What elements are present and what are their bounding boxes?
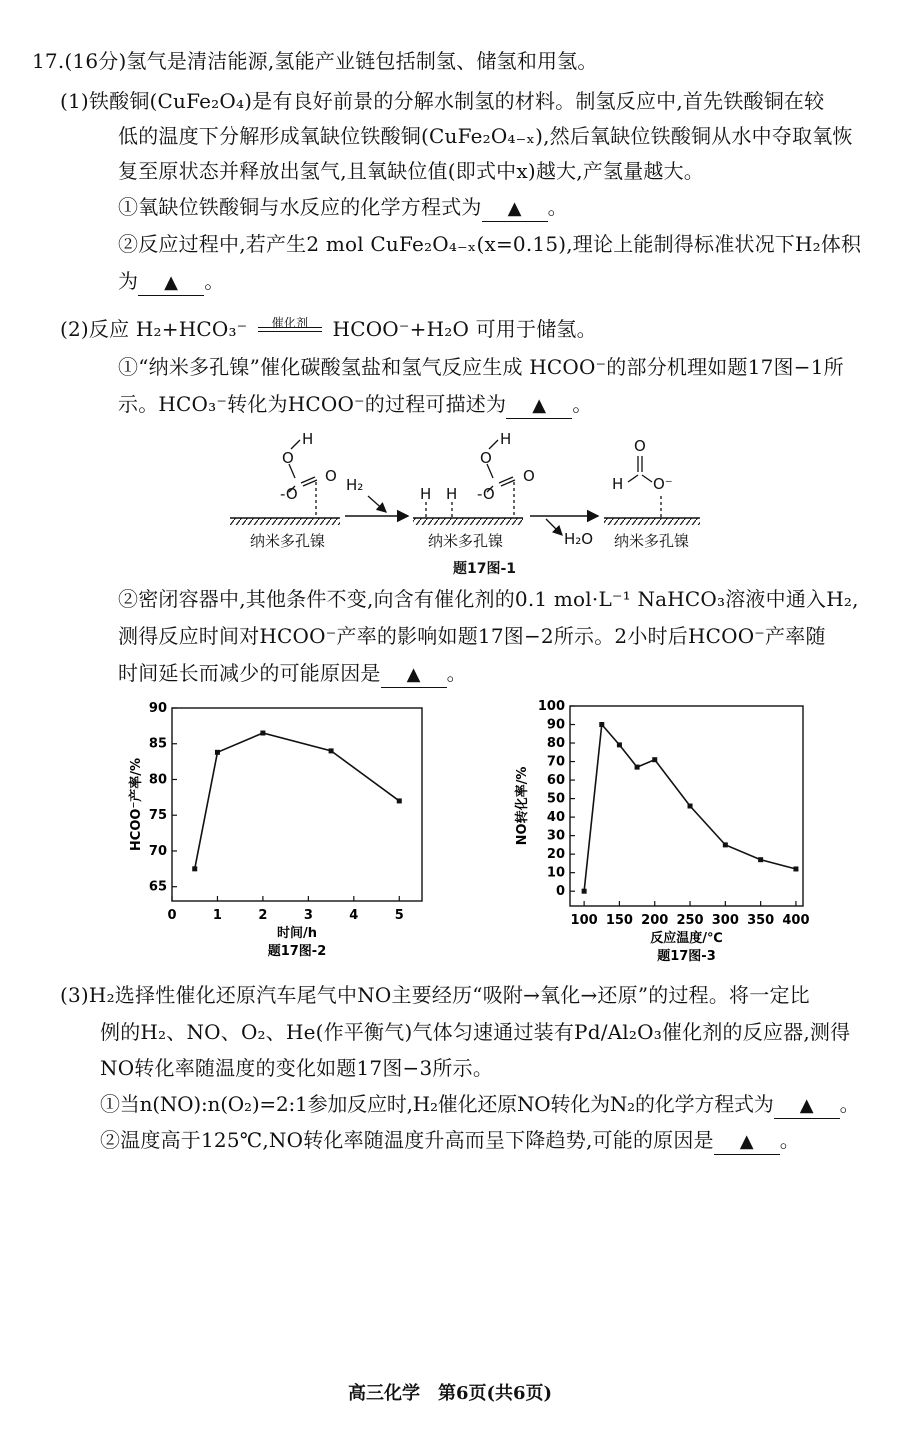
data-point — [582, 889, 587, 894]
data-point — [793, 866, 798, 871]
x-axis-label: 时间/h — [276, 926, 318, 941]
y-tick-label: 20 — [546, 847, 565, 863]
answer-blank[interactable]: ▲ — [714, 1130, 780, 1155]
answer-blank[interactable]: ▲ — [138, 271, 204, 296]
y-tick-label: 10 — [546, 865, 565, 881]
data-point — [688, 804, 693, 809]
h2o-out-arrow — [546, 519, 562, 535]
x-tick-label: 1 — [212, 908, 222, 923]
surface-label: 纳米多孔镍 — [250, 532, 326, 550]
y-tick-label: 90 — [148, 701, 167, 716]
y-tick-label: 0 — [555, 884, 565, 900]
y-tick-label: 40 — [546, 810, 565, 826]
product-h2o: H₂O — [564, 530, 594, 548]
plot-frame — [172, 708, 422, 901]
reactant-h2: H₂ — [346, 476, 364, 494]
x-tick-label: 250 — [676, 913, 704, 928]
data-point — [260, 731, 265, 736]
x-tick-label: 200 — [641, 913, 669, 928]
atom-h: H — [420, 485, 432, 503]
p2-line1-post: HCOO⁻+H₂O 可用于储氢。 — [332, 317, 597, 341]
atom-o: O — [523, 467, 535, 485]
y-tick-label: 50 — [546, 791, 565, 807]
page-footer: 高三化学 第6页(共6页) — [347, 1383, 553, 1404]
atom-o: O — [325, 467, 337, 485]
y-axis-label: NO转化率/% — [515, 766, 530, 846]
bicarbonate-structure-2 — [426, 440, 515, 517]
p3-q2 — [100, 1125, 800, 1155]
data-point — [192, 866, 197, 871]
p3-q1 — [100, 1089, 859, 1119]
y-tick-label: 75 — [148, 808, 167, 824]
p2-q2b: 测得反应时间对HCOO⁻产率的影响如题17图−2所示。2小时后HCOO⁻产率随 — [118, 624, 826, 648]
p1-q2b-text: 为 — [118, 269, 139, 293]
p3-line1: (3)H₂选择性催化还原汽车尾气中NO主要经历“吸附→氧化→还原”的过程。将一定比 — [60, 983, 810, 1007]
nickel-surface-2 — [413, 518, 523, 525]
p3-q2-text: ②温度高于125℃,NO转化率随温度升高而呈下降趋势,可能的原因是 — [100, 1128, 714, 1152]
nickel-surface-1 — [230, 518, 340, 525]
chart-hcoo-yield — [120, 696, 430, 966]
p2-q1a: ①“纳米多孔镍”催化碳酸氢盐和氢气反应生成 HCOO⁻的部分机理如题17图−1所 — [118, 355, 844, 379]
series-line — [195, 733, 400, 869]
y-axis-label: HCOO⁻产率/% — [129, 757, 144, 852]
y-tick-label: 65 — [148, 879, 167, 895]
x-tick-label: 150 — [605, 913, 633, 928]
question-header: 17.(16分)氢气是清洁能源,氢能产业链包括制氢、储氢和用氢。 — [32, 49, 598, 73]
p1-line2: 低的温度下分解形成氧缺位铁酸铜(CuFe₂O₄₋ₓ),然后氧缺位铁酸铜从水中夺取氧恢 — [118, 124, 853, 148]
x-tick-label: 350 — [747, 913, 775, 928]
period: 。 — [446, 661, 467, 685]
atom-h: H — [302, 430, 314, 448]
atom-o: O — [282, 449, 294, 467]
p2-q2c — [118, 658, 467, 688]
data-point — [635, 765, 640, 770]
answer-blank[interactable]: ▲ — [482, 197, 548, 222]
data-point — [599, 722, 604, 727]
p2-q1b-text: 示。HCO₃⁻转化为HCOO⁻的过程可描述为 — [118, 392, 507, 416]
answer-blank[interactable]: ▲ — [381, 663, 447, 688]
x-axis-label: 反应温度/℃ — [650, 931, 723, 946]
p2-line1-pre: (2)反应 H₂+HCO₃⁻ — [60, 317, 248, 341]
p2-q1b — [118, 389, 592, 419]
catalyst-arrow — [254, 314, 326, 344]
atom-o-minus: -O — [280, 485, 298, 503]
p2-q2c-text: 时间延长而减少的可能原因是 — [118, 661, 381, 685]
surface-label: 纳米多孔镍 — [614, 532, 690, 550]
period: 。 — [204, 269, 225, 293]
p3-line3: NO转化率随温度的变化如题17图−3所示。 — [100, 1056, 494, 1080]
y-tick-label: 30 — [546, 828, 565, 844]
answer-blank[interactable]: ▲ — [506, 394, 572, 419]
p1-q2b — [118, 266, 224, 296]
x-tick-label: 3 — [303, 908, 313, 923]
data-point — [652, 757, 657, 762]
p1-q1-text: ①氧缺位铁酸铜与水反应的化学方程式为 — [118, 195, 482, 219]
x-tick-label: 300 — [711, 913, 739, 928]
p1-line3: 复至原状态并释放出氢气,且氧缺位值(即式中x)越大,产氢量越大。 — [118, 159, 704, 183]
atom-o-minus: -O — [477, 485, 495, 503]
answer-blank[interactable]: ▲ — [774, 1094, 840, 1119]
nickel-surface-3 — [604, 518, 700, 525]
period: 。 — [839, 1092, 860, 1116]
period: 。 — [572, 392, 593, 416]
x-tick-label: 100 — [570, 913, 598, 928]
p2-q2a: ②密闭容器中,其他条件不变,向含有催化剂的0.1 mol·L⁻¹ NaHCO₃溶液中通入H₂, — [118, 587, 859, 611]
chart-no-conversion — [510, 696, 810, 966]
data-point — [397, 798, 402, 803]
period: 。 — [547, 195, 568, 219]
atom-h: H — [500, 430, 512, 448]
y-tick-label: 80 — [148, 772, 167, 788]
x-tick-label: 400 — [782, 913, 810, 928]
catalyst-label: 催化剂 — [271, 316, 309, 330]
y-tick-label: 60 — [546, 773, 565, 789]
y-tick-label: 100 — [537, 699, 565, 714]
x-tick-label: 2 — [258, 908, 268, 923]
atom-o: O — [480, 449, 492, 467]
data-point — [215, 750, 220, 755]
atom-h: H — [446, 485, 458, 503]
data-point — [723, 842, 728, 847]
p1-q1 — [118, 192, 568, 222]
atom-h: H — [612, 475, 624, 493]
p1-line1: (1)铁酸铜(CuFe₂O₄)是有良好前景的分解水制氢的材料。制氢反应中,首先铁酸铜在较 — [60, 89, 825, 113]
y-tick-label: 80 — [546, 736, 565, 752]
atom-o-minus-right: O⁻ — [653, 475, 673, 493]
period: 。 — [779, 1128, 800, 1152]
p2-line1 — [60, 314, 597, 344]
y-tick-label: 90 — [546, 717, 565, 733]
p1-q2a: ②反应过程中,若产生2 mol CuFe₂O₄₋ₓ(x=0.15),理论上能制得标准状况下H₂体积 — [118, 232, 862, 256]
p3-q1-text: ①当n(NO):n(O₂)=2:1参加反应时,H₂催化还原NO转化为N₂的化学方程式为 — [100, 1092, 774, 1116]
data-point — [329, 748, 334, 753]
p3-line2: 例的H₂、NO、O₂、He(作平衡气)气体匀速通过装有Pd/Al₂O₃催化剂的反应器,测得 — [100, 1020, 851, 1044]
plot-frame — [570, 706, 803, 906]
fig1-caption: 题17图-1 — [453, 561, 517, 577]
chart-caption: 题17图-3 — [657, 949, 716, 964]
surface-label: 纳米多孔镍 — [428, 532, 504, 550]
data-point — [617, 742, 622, 747]
atom-o: O — [634, 437, 646, 455]
y-tick-label: 70 — [148, 843, 167, 859]
x-tick-label: 5 — [394, 908, 404, 923]
chart-caption: 题17图-2 — [267, 944, 327, 959]
y-tick-label: 85 — [148, 736, 167, 752]
x-tick-label: 4 — [349, 908, 359, 923]
data-point — [758, 857, 763, 862]
y-tick-label: 70 — [546, 754, 565, 770]
h2-in-arrow — [368, 496, 386, 512]
x-tick-label: 0 — [167, 908, 177, 923]
